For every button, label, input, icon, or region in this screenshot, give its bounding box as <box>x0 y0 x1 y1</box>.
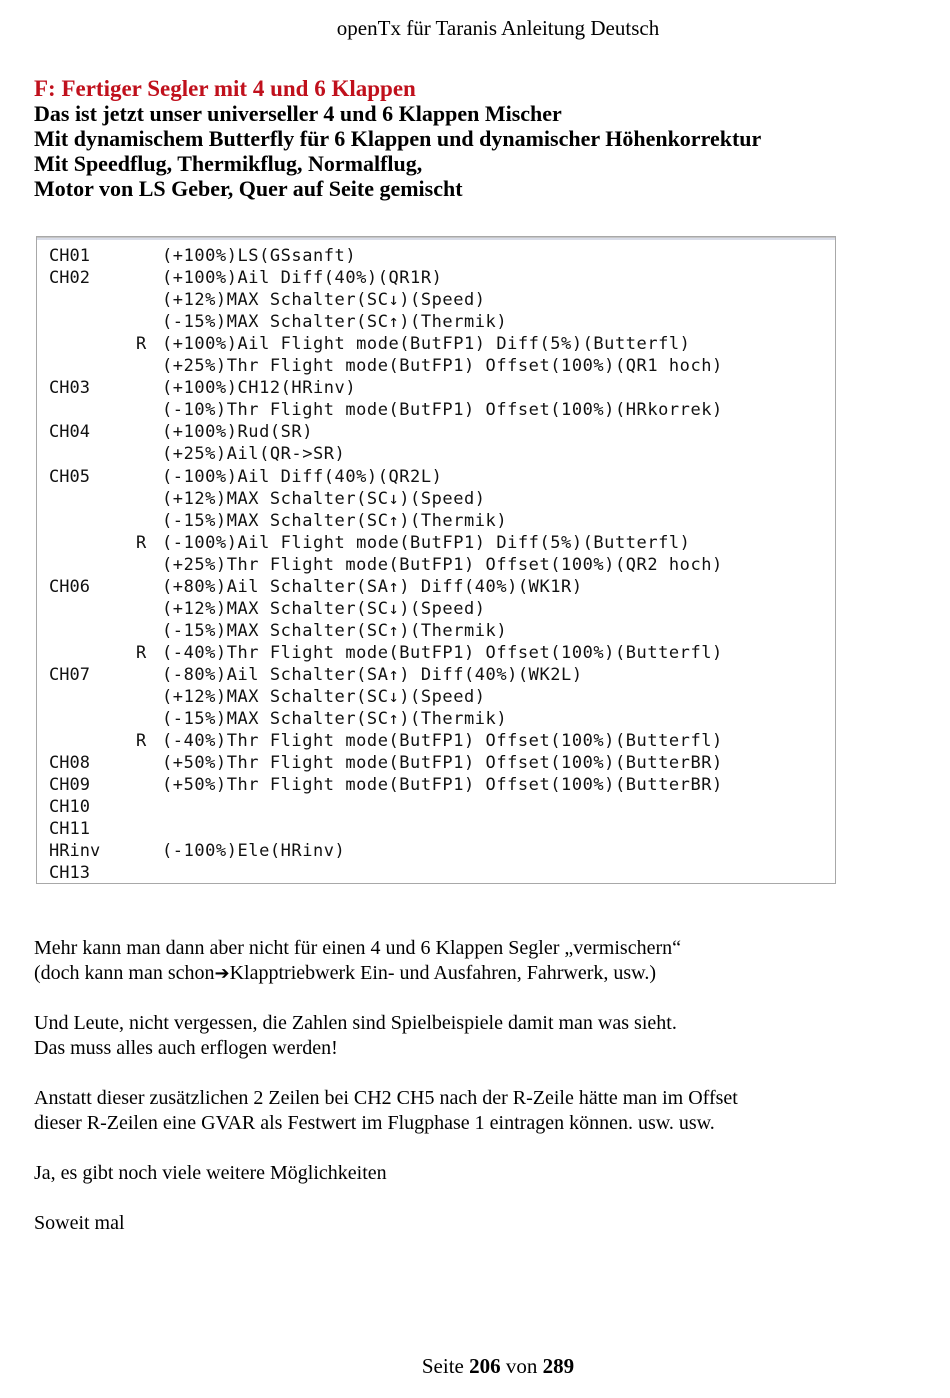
mixer-definition: (+100%)LS(GSsanft) <box>162 246 357 266</box>
paragraph-line: Anstatt dieser zusätzlichen 2 Zeilen bei CH2 CH5 nach der R-Zeile hätte man im Offset <box>34 1087 738 1109</box>
mixer-definition: (-100%)Ail Diff(40%)(QR2L) <box>162 466 443 487</box>
mixer-definition: (+12%)MAX Schalter(SC↓)(Speed) <box>162 488 486 509</box>
mixer-definition: (-15%)MAX Schalter(SC↑)(Thermik) <box>162 312 508 333</box>
mixer-definition: (+25%)Thr Flight mode(ButFP1) Offset(100%)(QR1 hoch) <box>162 356 723 377</box>
replace-flag: R <box>136 334 147 355</box>
paragraph-line: Und Leute, nicht vergessen, die Zahlen sind Spielbeispiele damit man was sieht. <box>34 1012 677 1034</box>
channel-label: CH04 <box>49 422 90 443</box>
paragraph-line: Mehr kann man dann aber nicht für einen 4 und 6 Klappen Segler „vermischern“ <box>34 937 681 959</box>
page-footer <box>0 1354 950 1379</box>
section-heading <box>34 76 761 201</box>
channel-label: CH11 <box>49 819 90 840</box>
paragraph-line: dieser R-Zeilen eine GVAR als Festwert im Flugphase 1 eintragen können. usw. usw. <box>34 1112 715 1134</box>
mixer-definition: (+50%)Thr Flight mode(ButFP1) Offset(100%)(ButterBR) <box>162 753 723 774</box>
heading-line-4: Motor von LS Geber, Quer auf Seite gemischt <box>34 176 463 201</box>
section-title: F: Fertiger Segler mit 4 und 6 Klappen <box>34 76 416 101</box>
channel-label: CH07 <box>49 664 90 685</box>
replace-flag: R <box>136 642 147 663</box>
right-arrow-icon: ➔ <box>214 963 230 984</box>
mixer-definition: (+100%)Rud(SR) <box>162 422 313 443</box>
channel-label: CH02 <box>49 268 90 289</box>
footer-prefix: Seite <box>421 1354 464 1378</box>
mixer-definition: (-80%)Ail Schalter(SA↑) Diff(40%)(WK2L) <box>162 664 583 685</box>
mixer-definition: (+100%)Ail Diff(40%)(QR1R) <box>162 268 443 289</box>
paragraph-text: (doch kann man schon <box>34 962 215 984</box>
mixer-listing-body <box>37 237 835 883</box>
paragraph-anstatt <box>34 1086 738 1136</box>
mixer-definition: (-10%)Thr Flight mode(ButFP1) Offset(100%)(HRkorrek) <box>162 400 723 421</box>
footer-page-number: 206 <box>469 1354 501 1378</box>
paragraph-text: Klapptriebwerk Ein- und Ausfahren, Fahrwerk, usw.) <box>229 962 656 984</box>
footer-total-pages: 289 <box>542 1354 575 1378</box>
replace-flag: R <box>136 532 147 553</box>
channel-label: CH06 <box>49 576 90 597</box>
paragraph-mehr <box>34 936 681 986</box>
channel-label: CH13 <box>49 863 90 884</box>
mixer-definition: (-100%)Ail Flight mode(ButFP1) Diff(5%)(Butterfl) <box>162 532 691 553</box>
mixer-definition: (+25%)Ail(QR->SR) <box>162 444 346 465</box>
mixer-definition: (+50%)Thr Flight mode(ButFP1) Offset(100%)(ButterBR) <box>162 775 723 796</box>
paragraph-ja: Ja, es gibt noch viele weitere Möglichkeiten <box>34 1162 387 1184</box>
mixer-definition: (+100%)Ail Flight mode(ButFP1) Diff(5%)(Butterfl) <box>162 334 691 355</box>
paragraph-line: Das muss alles auch erflogen werden! <box>34 1037 338 1059</box>
mixer-definition: (+80%)Ail Schalter(SA↑) Diff(40%)(WK1R) <box>162 576 583 597</box>
mixer-definition: (+12%)MAX Schalter(SC↓)(Speed) <box>162 290 486 311</box>
paragraph-soweit: Soweit mal <box>34 1212 125 1234</box>
mixer-listing-screenshot <box>36 236 836 884</box>
mixer-definition: (+25%)Thr Flight mode(ButFP1) Offset(100%)(QR2 hoch) <box>162 554 723 575</box>
mixer-definition: (+100%)CH12(HRinv) <box>162 378 357 399</box>
heading-line-2: Mit dynamischem Butterfly für 6 Klappen und dynamischer Höhenkorrektur <box>34 126 762 151</box>
channel-label: CH05 <box>49 466 90 487</box>
mixer-definition: (-40%)Thr Flight mode(ButFP1) Offset(100%)(Butterfl) <box>162 642 723 663</box>
channel-label: CH08 <box>49 753 90 774</box>
channel-label: CH10 <box>49 797 90 818</box>
mixer-definition: (-15%)MAX Schalter(SC↑)(Thermik) <box>162 620 508 641</box>
mixer-definition: (-15%)MAX Schalter(SC↑)(Thermik) <box>162 709 508 730</box>
page-header: openTx für Taranis Anleitung Deutsch <box>336 16 660 40</box>
mixer-definition: (-15%)MAX Schalter(SC↑)(Thermik) <box>162 510 508 531</box>
footer-middle: von <box>505 1354 538 1378</box>
mixer-definition: (-40%)Thr Flight mode(ButFP1) Offset(100%)(Butterfl) <box>162 731 723 752</box>
channel-label: CH01 <box>49 246 90 266</box>
channel-label: CH03 <box>49 378 90 399</box>
mixer-definition: (+12%)MAX Schalter(SC↓)(Speed) <box>162 687 486 707</box>
paragraph-line <box>34 961 681 986</box>
heading-line-3: Mit Speedflug, Thermikflug, Normalflug, <box>34 151 423 176</box>
channel-label: CH09 <box>49 775 90 796</box>
channel-label: HRinv <box>49 841 101 862</box>
replace-flag: R <box>136 731 147 752</box>
mixer-definition: (+12%)MAX Schalter(SC↓)(Speed) <box>162 598 486 619</box>
paragraph-leute <box>34 1011 677 1061</box>
mixer-definition: (-100%)Ele(HRinv) <box>162 841 346 862</box>
heading-line-1: Das ist jetzt unser universeller 4 und 6 Klappen Mischer <box>34 101 562 126</box>
